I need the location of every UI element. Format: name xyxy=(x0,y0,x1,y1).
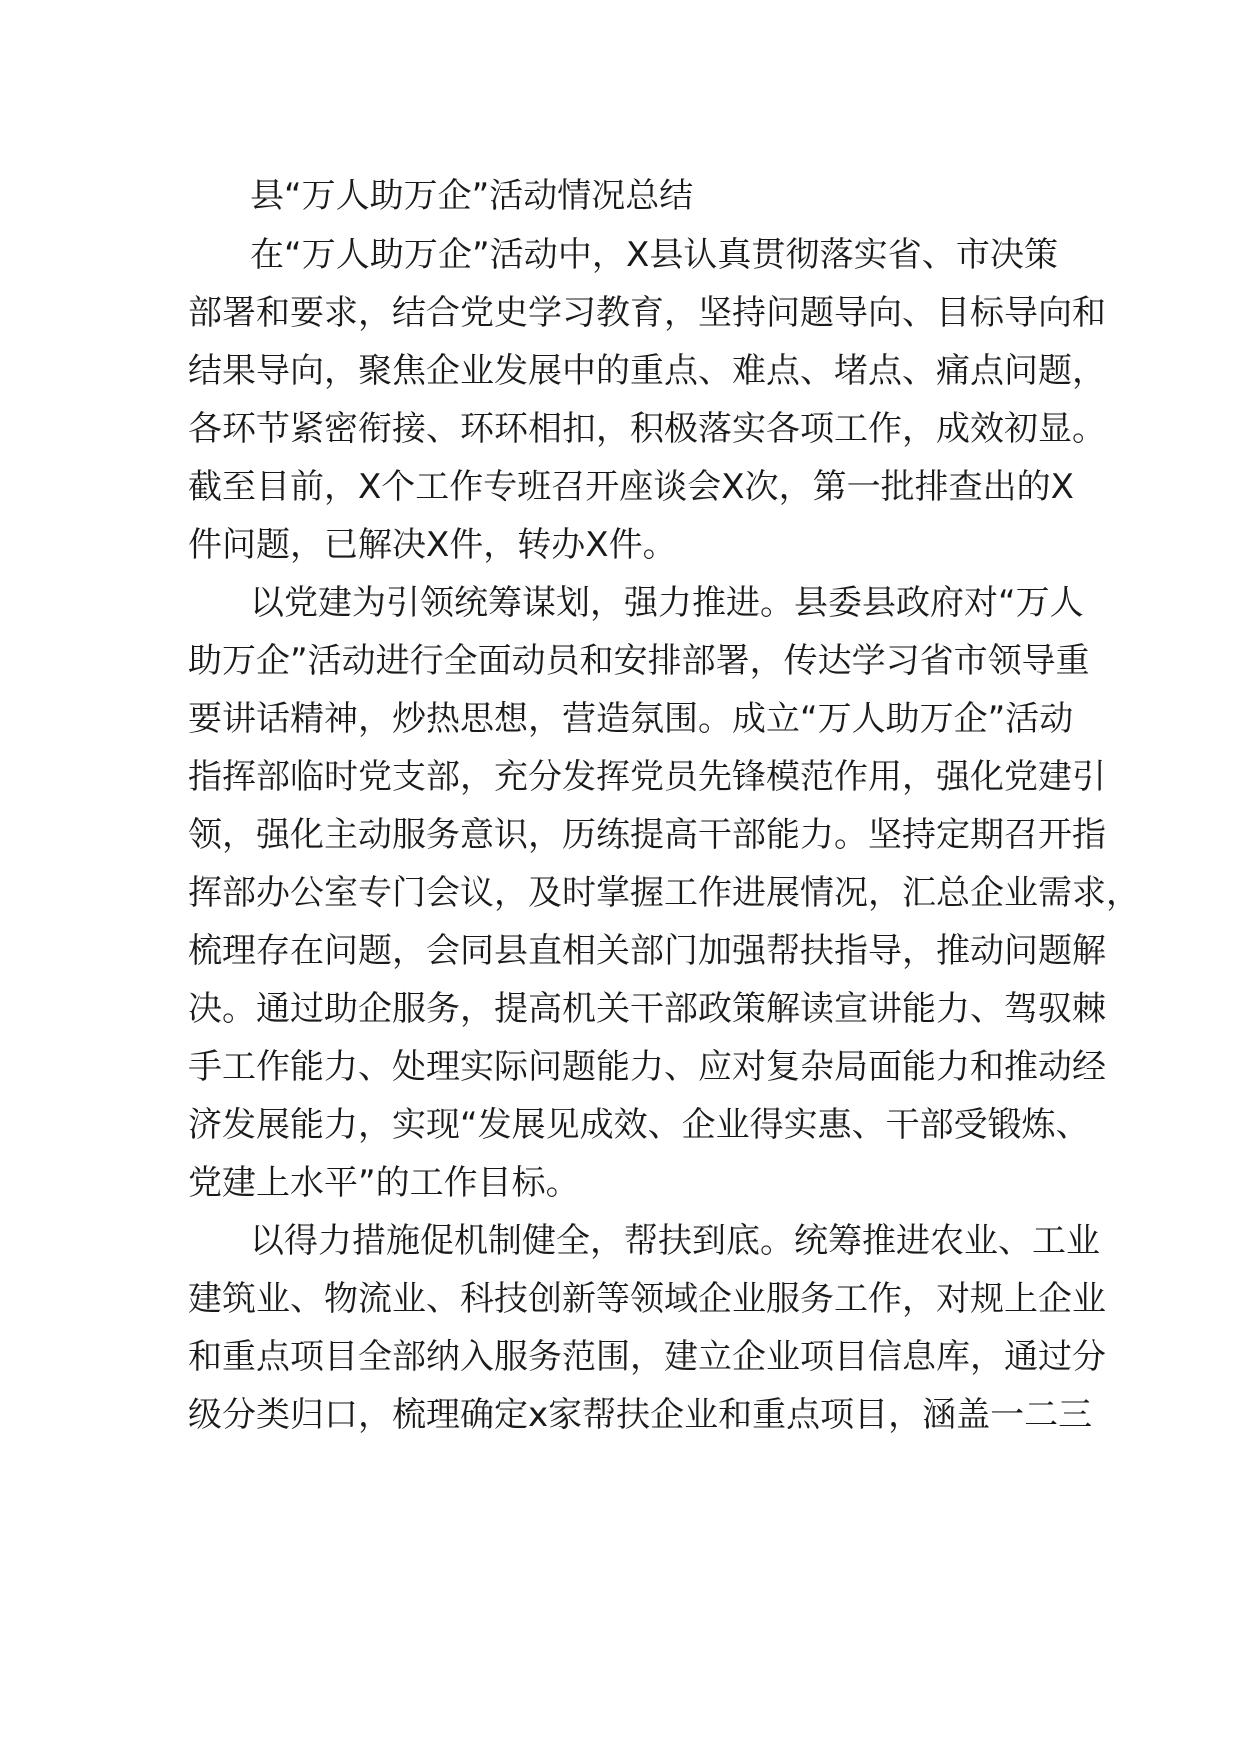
body-line: 在“万人助万企”活动中，X县认真贯彻落实省、市决策 xyxy=(250,235,1058,275)
body-line: 和重点项目全部纳入服务范围，建立企业项目信息库，通过分 xyxy=(188,1337,1106,1377)
body-line: 结果导向，聚焦企业发展中的重点、难点、堵点、痛点问题， xyxy=(188,351,1106,391)
body-line: 以得力措施促机制健全，帮扶到底。统筹推进农业、工业 xyxy=(250,1221,1100,1261)
document-title: 县“万人助万企”活动情况总结 xyxy=(250,176,694,216)
body-line: 决。通过助企服务，提高机关干部政策解读宣讲能力、驾驭棘 xyxy=(188,989,1106,1029)
body-line: 部署和要求，结合党史学习教育，坚持问题导向、目标导向和 xyxy=(188,293,1106,333)
body-line: 助万企”活动进行全面动员和安排部署，传达学习省市领导重 xyxy=(188,641,1090,681)
body-line: 件问题，已解决X件，转办X件。 xyxy=(188,525,677,565)
body-line: 截至目前，X个工作专班召开座谈会X次，第一批排查出的X xyxy=(188,467,1074,507)
body-line: 以党建为引领统筹谋划，强力推进。县委县政府对“万人 xyxy=(250,583,1084,623)
body-line: 挥部办公室专门会议，及时掌握工作进展情况，汇总企业需求， xyxy=(188,873,1140,913)
body-line: 建筑业、物流业、科技创新等领域企业服务工作，对规上企业 xyxy=(188,1279,1106,1319)
body-line: 级分类归口，梳理确定x家帮扶企业和重点项目，涵盖一二三 xyxy=(188,1395,1093,1435)
body-line: 党建上水平”的工作目标。 xyxy=(188,1163,580,1203)
body-line: 梳理存在问题，会同县直相关部门加强帮扶指导，推动问题解 xyxy=(188,931,1106,971)
body-line: 各环节紧密衔接、环环相扣，积极落实各项工作，成效初显。 xyxy=(188,409,1106,449)
body-line: 济发展能力，实现“发展见成效、企业得实惠、干部受锻炼、 xyxy=(188,1105,1090,1145)
body-line: 手工作能力、处理实际问题能力、应对复杂局面能力和推动经 xyxy=(188,1047,1106,1087)
body-line: 指挥部临时党支部，充分发挥党员先锋模范作用，强化党建引 xyxy=(188,757,1106,797)
body-line: 领，强化主动服务意识，历练提高干部能力。坚持定期召开指 xyxy=(188,815,1106,855)
body-line: 要讲话精神，炒热思想，营造氛围。成立“万人助万企”活动 xyxy=(188,699,1074,739)
